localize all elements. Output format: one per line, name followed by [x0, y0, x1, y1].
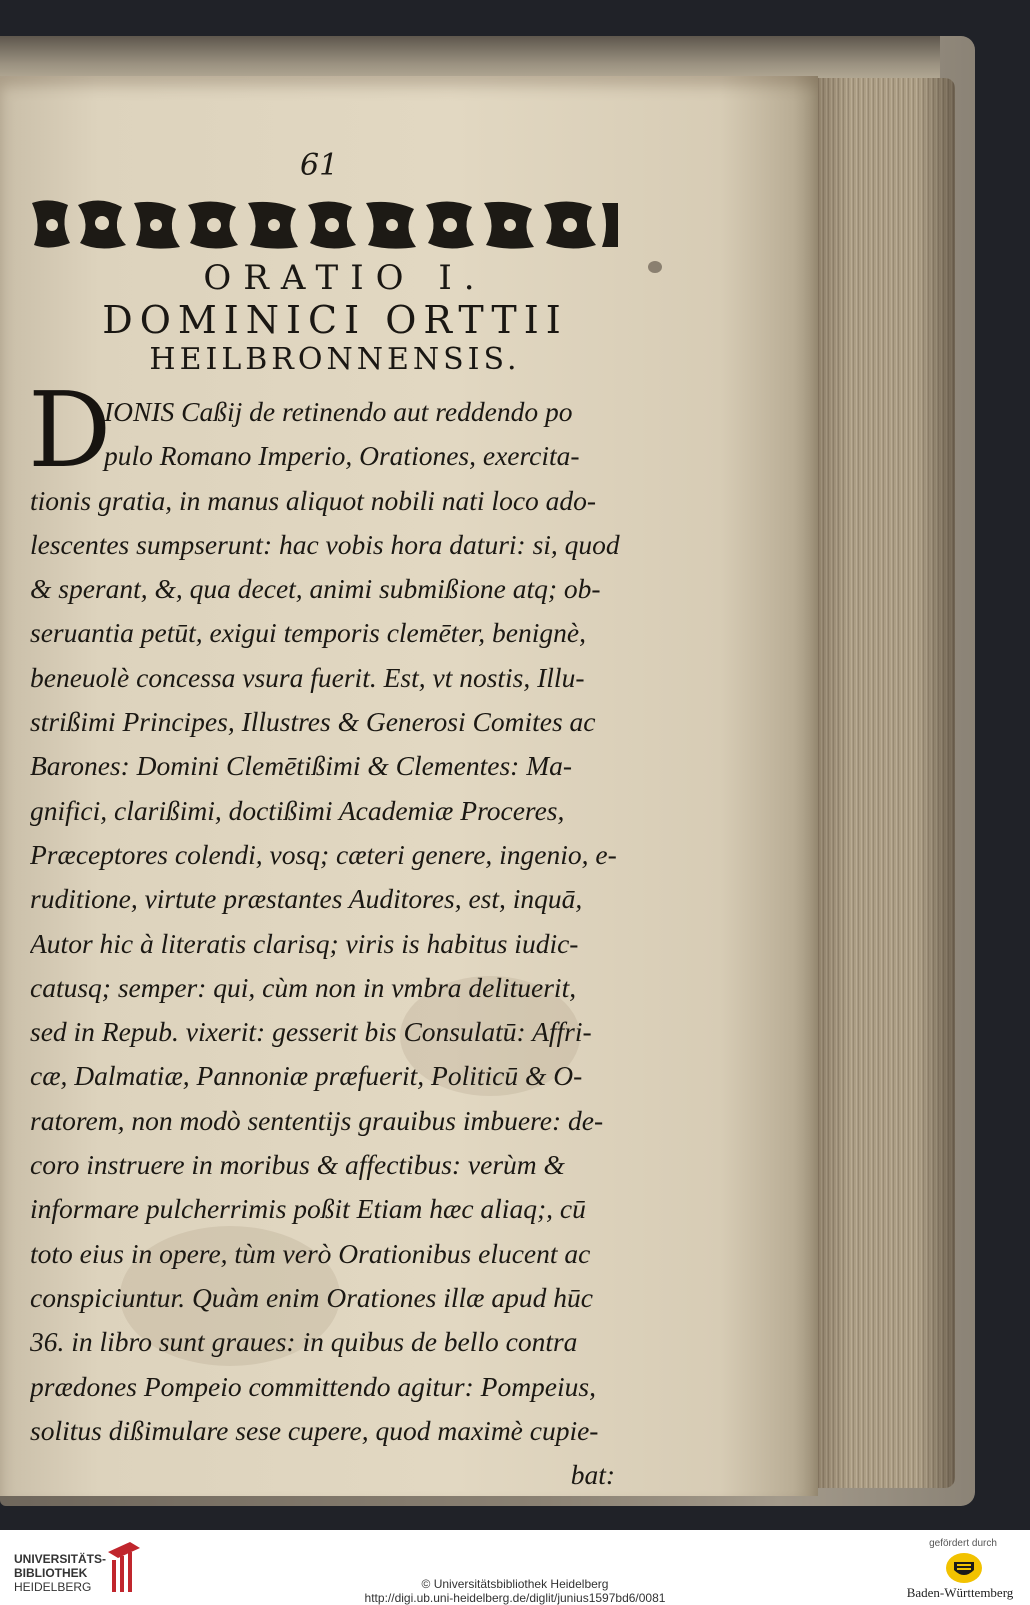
- text-line: strißimi Principes, Illustres & Generosi Comites ac: [30, 706, 596, 738]
- text-line: IONIS Caßij de retinendo aut reddendo po: [104, 396, 573, 427]
- text-line: 36. in libro sunt graues: in quibus de bello contra: [30, 1326, 578, 1358]
- text-line: prædones Pompeio committendo agitur: Pompeius,: [30, 1370, 596, 1402]
- page-number: 61: [300, 148, 339, 183]
- permalink[interactable]: http://digi.ub.uni-heidelberg.de/diglit/junius1597bd6/0081: [364, 1591, 666, 1605]
- text-line: pulo Romano Imperio, Orationes, exercita-: [104, 440, 580, 472]
- text-line: sed in Repub. vixerit: gesserit bis Consulatū: Affri-: [30, 1016, 592, 1048]
- text-line: seruantia petūt, exigui temporis clemēter, benignè,: [30, 617, 586, 649]
- author-origin: HEILBRONNENSIS.: [149, 342, 521, 377]
- text-line: solitus dißimulare sese cupere, quod maximè cupie-: [30, 1414, 599, 1446]
- footer-bar: [0, 1530, 1030, 1605]
- text-line: ratorem, non modò sententijs grauibus imbuere: de-: [30, 1104, 604, 1136]
- text-line: beneuolè concessa vsura fuerit. Est, vt nostis, Illu-: [30, 661, 585, 693]
- library-logo[interactable]: UNIVERSITÄTS- BIBLIOTHEK HEIDELBERG: [14, 1552, 107, 1594]
- author-name: DOMINICI ORTTII: [102, 298, 568, 342]
- catchword: bat:: [570, 1459, 615, 1491]
- text-line: Barones: Domini Clemētißimi & Clementes: Ma-: [30, 750, 573, 782]
- state-coat-of-arms-icon: [944, 1552, 984, 1584]
- oration-title: ORATIO I.: [203, 258, 487, 298]
- funded-by-label: gefördert durch: [929, 1538, 997, 1549]
- text-line: cæ, Dalmatiæ, Pannoniæ præfuerit, Politicū & O-: [30, 1060, 583, 1092]
- text-line: & sperant, &, qua decet, animi submißione atq; ob-: [30, 573, 601, 605]
- drop-cap: D: [28, 369, 112, 491]
- text-line: informare pulcherrimis poßit Etiam hæc aliaq;, cū: [30, 1193, 586, 1225]
- text-line: lescentes sumpserunt: hac vobis hora daturi: si, quod: [30, 528, 620, 560]
- sponsor-name[interactable]: Baden-Württemberg: [906, 1585, 1014, 1600]
- text-line: toto eius in opere, tùm verò Orationibus elucent ac: [30, 1237, 591, 1269]
- text-line: tionis gratia, in manus aliquot nobili nati loco ado-: [30, 484, 597, 516]
- text-line: Præceptores colendi, vosq; cæteri genere, ingenio, e-: [30, 838, 617, 870]
- text-line: coro instruere in moribus & affectibus: verùm &: [30, 1149, 565, 1181]
- ornamental-band: [30, 195, 620, 255]
- text-line: ruditione, virtute præstantes Auditores, est, inquā,: [30, 883, 583, 915]
- text-line: Autor hic à literatis clarisq; viris is habitus iudic-: [30, 927, 579, 959]
- text-line: conspiciuntur. Quàm enim Orationes illæ apud hūc: [30, 1281, 593, 1313]
- oration-text: [30, 390, 625, 1497]
- text-line: gnifici, clarißimi, doctißimi Academiæ Proceres,: [30, 794, 565, 826]
- text-line: catusq; semper: qui, cùm non in vmbra delituerit,: [30, 971, 577, 1003]
- copyright-notice: © Universitätsbibliothek Heidelberg: [421, 1577, 609, 1591]
